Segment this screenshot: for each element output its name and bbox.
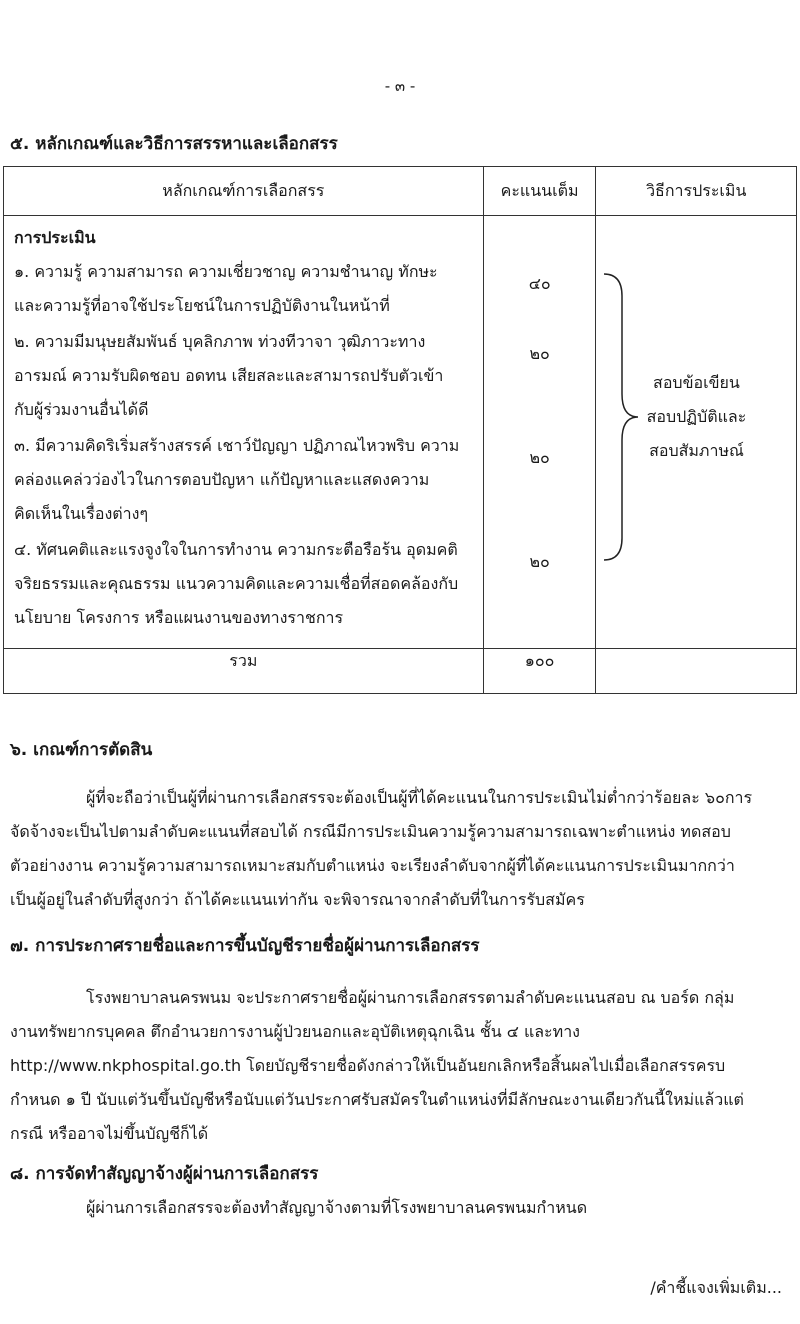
criterion-3-line-2: คล่องแคล่วว่องไวในการตอบปัญหา แก้ปัญหาและแสดงความ	[14, 470, 430, 489]
page-number: - ๓ -	[384, 77, 416, 95]
section6-line-3: ตัวอย่างงาน ความรู้ความสามารถเหมาะสมกับตำแหน่ง จะเรียงลำดับจากผู้ที่ได้คะแนนการประเมินมากกว่า	[10, 856, 735, 875]
criterion-3-line-3: คิดเห็นในเรื่องต่างๆ	[14, 504, 149, 523]
criteria-table	[3, 166, 797, 694]
method-cell	[596, 216, 797, 649]
section6-line-1: ผู้ที่จะถือว่าเป็นผู้ที่ผ่านการเลือกสรรจะต้องเป็นผู้ที่ได้คะแนนในการประเมินไม่ต่ำกว่าร้อยละ ๖๐การ	[86, 788, 753, 807]
criterion-4-score: ๒๐	[529, 552, 550, 571]
criterion-3-line-1: ๓. มีความคิดริเริ่มสร้างสรรค์ เชาว์ปัญญา ปฏิภาณไหวพริบ ความ	[14, 436, 460, 455]
total-row	[4, 649, 797, 694]
section5-heading: ๕. หลักเกณฑ์และวิธีการสรรหาและเลือกสรร	[10, 134, 338, 154]
score-cell	[483, 216, 596, 649]
header-criteria: หลักเกณฑ์การเลือกสรร	[4, 167, 484, 216]
group-label: การประเมิน	[14, 228, 96, 247]
criterion-2-score: ๒๐	[529, 344, 550, 363]
total-empty	[596, 649, 797, 694]
header-full-score: คะแนนเต็ม	[483, 167, 596, 216]
continuation-note: /คำชี้แจงเพิ่มเติม...	[650, 1278, 782, 1297]
criterion-2-line-2: อารมณ์ ความรับผิดชอบ อดทน เสียสละและสามารถปรับตัวเข้า	[14, 366, 444, 385]
total-label: รวม	[4, 649, 484, 694]
section8-text: ผู้ผ่านการเลือกสรรจะต้องทำสัญญาจ้างตามที่โรงพยาบาลนครพนมกำหนด	[86, 1198, 588, 1217]
section7-heading: ๗. การประกาศรายชื่อและการขึ้นบัญชีรายชื่อผู้ผ่านการเลือกสรร	[10, 936, 480, 956]
criterion-4-line-1: ๔. ทัศนคติและแรงจูงใจในการทำงาน ความกระตือรือร้น อุดมคติ	[14, 540, 458, 559]
criterion-2-line-1: ๒. ความมีมนุษยสัมพันธ์ บุคลิกภาพ ท่วงทีวาจา วุฒิภาวะทาง	[14, 332, 426, 351]
section7-line-1: โรงพยาบาลนครพนม จะประกาศรายชื่อผู้ผ่านการเลือกสรรตามลำดับคะแนนสอบ ณ บอร์ด กลุ่ม	[86, 988, 735, 1007]
criterion-1-score: ๔๐	[528, 274, 551, 293]
table-header-row	[4, 167, 797, 216]
method-line-2: สอบปฏิบัติและ	[646, 407, 747, 426]
criterion-1-line-1: ๑. ความรู้ ความสามารถ ความเชี่ยวชาญ ความชำนาญ ทักษะ	[14, 262, 438, 281]
section7-line-2: งานทรัพยากรบุคคล ตึกอำนวยการงานผู้ป่วยนอกและอุบัติเหตุฉุกเฉิน ชั้น ๔ และทาง	[10, 1022, 580, 1041]
section6-line-4: เป็นผู้อยู่ในลำดับที่สูงกว่า ถ้าได้คะแนนเท่ากัน จะพิจารณาจากลำดับที่ในการรับสมัคร	[10, 890, 585, 909]
section7-line-3: http://www.nkphospital.go.th โดยบัญชีรายชื่อดังกล่าวให้เป็นอันยกเลิกหรือสิ้นผลไปเมื่อเลือกสรรครบ	[10, 1056, 726, 1075]
total-score: ๑๐๐	[483, 649, 596, 694]
criterion-4-line-3: นโยบาย โครงการ หรือแผนงานของทางราชการ	[14, 608, 344, 627]
method-text	[596, 366, 796, 468]
section8-heading: ๘. การจัดทำสัญญาจ้างผู้ผ่านการเลือกสรร	[10, 1164, 319, 1184]
method-line-3: สอบสัมภาษณ์	[649, 441, 744, 460]
criterion-3-score: ๒๐	[529, 448, 550, 467]
criterion-1-line-2: และความรู้ที่อาจใช้ประโยชน์ในการปฏิบัติงานในหน้าที่	[14, 296, 390, 315]
header-method: วิธีการประเมิน	[596, 167, 797, 216]
section7-line-5: กรณี หรืออาจไม่ขึ้นบัญชีก็ได้	[10, 1124, 209, 1143]
criteria-cell	[4, 216, 484, 649]
section7-line-4: กำหนด ๑ ปี นับแต่วันขึ้นบัญชีหรือนับแต่วันประกาศรับสมัครในตำแหน่งที่มีลักษณะงานเดียวกันนี้ใหม่แล้วแต่	[10, 1090, 744, 1109]
section6-heading: ๖. เกณฑ์การตัดสิน	[10, 740, 153, 760]
table-body-row	[4, 216, 797, 649]
method-line-1: สอบข้อเขียน	[653, 373, 740, 392]
section6-line-2: จัดจ้างจะเป็นไปตามลำดับคะแนนที่สอบได้ กรณีมีการประเมินความรู้ความสามารถเฉพาะตำแหน่ง ทดสอบ	[10, 822, 731, 841]
criterion-4-line-2: จริยธรรมและคุณธรรม แนวความคิดและความเชื่อที่สอดคล้องกับ	[14, 574, 459, 593]
criterion-2-line-3: กับผู้ร่วมงานอื่นได้ดี	[14, 400, 149, 419]
